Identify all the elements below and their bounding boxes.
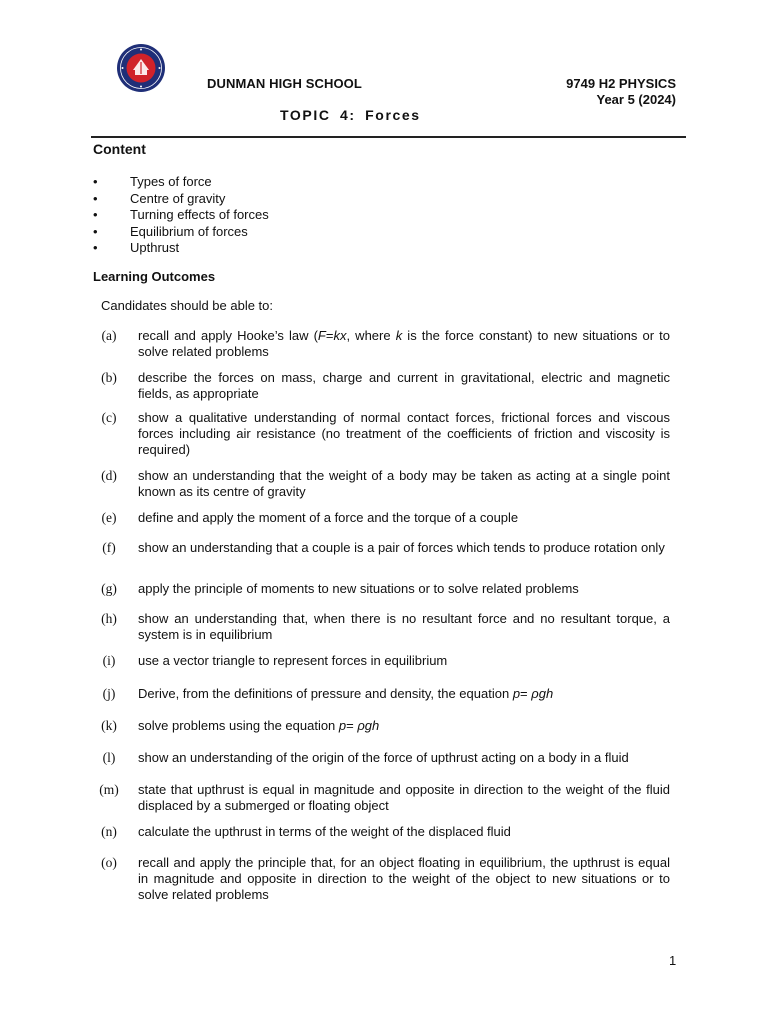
outcome-item — [95, 855, 670, 903]
bullet-icon: • — [93, 207, 98, 222]
content-item-text: Upthrust — [130, 240, 180, 255]
outcome-label: (h) — [101, 611, 117, 626]
outcome-label: (o) — [101, 855, 117, 870]
page-number: 1 — [669, 953, 677, 968]
bullet-icon: • — [93, 240, 98, 255]
outcome-label: (e) — [101, 510, 117, 525]
outcome-label: (n) — [101, 824, 117, 839]
outcome-text: define and apply the moment of a force and the torque of a couple — [138, 510, 519, 525]
outcome-label: (i) — [102, 653, 116, 668]
outcome-text: calculate the upthrust in terms of the weight of the displaced fluid — [138, 824, 511, 839]
outcome-item — [95, 611, 670, 643]
outcome-text: recall and apply the principle that, for an object floating in equilibrium, the upthrust is equal in magnitude and opposite in direction to the weight of the object to new situations or to solve related problems — [138, 855, 670, 902]
learning-outcomes-intro: Candidates should be able to: — [101, 298, 274, 313]
outcome-label: (f) — [102, 540, 116, 555]
course-year: Year 5 (2024) — [596, 92, 676, 107]
outcome-label: (a) — [101, 328, 117, 343]
outcome-label: (c) — [101, 410, 117, 425]
content-item-text: Turning effects of forces — [130, 207, 269, 222]
outcome-text: describe the forces on mass, charge and current in gravitational, electric and magnetic fields, as appropriate — [138, 370, 670, 401]
outcome-text: Derive, from the definitions of pressure and density, the equation p= ρgh — [138, 686, 554, 701]
content-list — [93, 174, 269, 257]
school-crest-icon — [116, 43, 166, 93]
outcome-text: recall and apply Hooke’s law (F=kx, where k is the force constant) to new situations or to solve related problems — [138, 328, 670, 359]
bullet-icon: • — [93, 174, 98, 189]
outcome-text: show an understanding that, when there is no resultant force and no resultant torque, a system is in equilibrium — [138, 611, 670, 642]
content-item-text: Equilibrium of forces — [130, 223, 248, 239]
school-name: DUNMAN HIGH SCHOOL — [207, 76, 362, 91]
outcome-label: (j) — [102, 686, 116, 701]
outcome-text: apply the principle of moments to new situations or to solve related problems — [138, 581, 579, 596]
outcome-label: (k) — [101, 718, 117, 733]
outcome-label: (g) — [101, 581, 117, 596]
outcome-item — [95, 824, 670, 840]
course-code: 9749 H2 PHYSICS — [566, 76, 676, 91]
outcome-item — [95, 540, 670, 556]
outcome-item — [95, 370, 670, 402]
content-item — [93, 174, 269, 191]
content-item — [93, 191, 269, 208]
outcome-item — [95, 510, 670, 526]
outcome-item — [95, 468, 670, 500]
bullet-icon: • — [93, 223, 98, 239]
outcome-text: show a qualitative understanding of normal contact forces, frictional forces and viscous forces including air resistance (no treatment of the coefficients of friction and viscosity is required) — [138, 410, 670, 457]
outcome-text: state that upthrust is equal in magnitude and opposite in direction to the weight of the fluid displaced by a submerged or floating object — [138, 782, 670, 813]
outcome-item — [95, 410, 670, 458]
outcome-item — [95, 653, 670, 669]
outcome-item — [95, 581, 670, 597]
outcome-text: solve problems using the equation p= ρgh — [138, 718, 380, 733]
content-item — [93, 240, 269, 257]
outcome-item — [95, 328, 670, 360]
outcome-label: (l) — [102, 750, 116, 765]
outcome-label: (d) — [101, 468, 117, 483]
outcome-text: show an understanding that a couple is a pair of forces which tends to produce rotation only — [138, 540, 665, 555]
outcome-item — [95, 718, 670, 734]
learning-outcomes-heading: Learning Outcomes — [93, 269, 216, 284]
outcome-label: (m) — [99, 782, 119, 797]
content-heading: Content — [93, 141, 146, 157]
outcome-item — [95, 686, 670, 702]
bullet-icon: • — [93, 190, 98, 206]
topic-title: TOPIC 4: Forces — [280, 107, 421, 123]
content-item-text: Types of force — [130, 174, 212, 189]
outcome-item — [95, 750, 670, 766]
outcome-text: show an understanding of the origin of the force of upthrust acting on a body in a fluid — [138, 750, 629, 765]
outcome-item — [95, 782, 670, 814]
outcome-label: (b) — [101, 370, 117, 385]
header-divider — [91, 136, 686, 138]
content-item — [93, 224, 269, 241]
content-item — [93, 207, 269, 224]
content-item-text: Centre of gravity — [130, 190, 226, 206]
outcome-text: use a vector triangle to represent forces in equilibrium — [138, 653, 448, 668]
course-info — [566, 76, 676, 108]
outcome-text: show an understanding that the weight of a body may be taken as acting at a single point known as its centre of gravity — [138, 468, 670, 499]
